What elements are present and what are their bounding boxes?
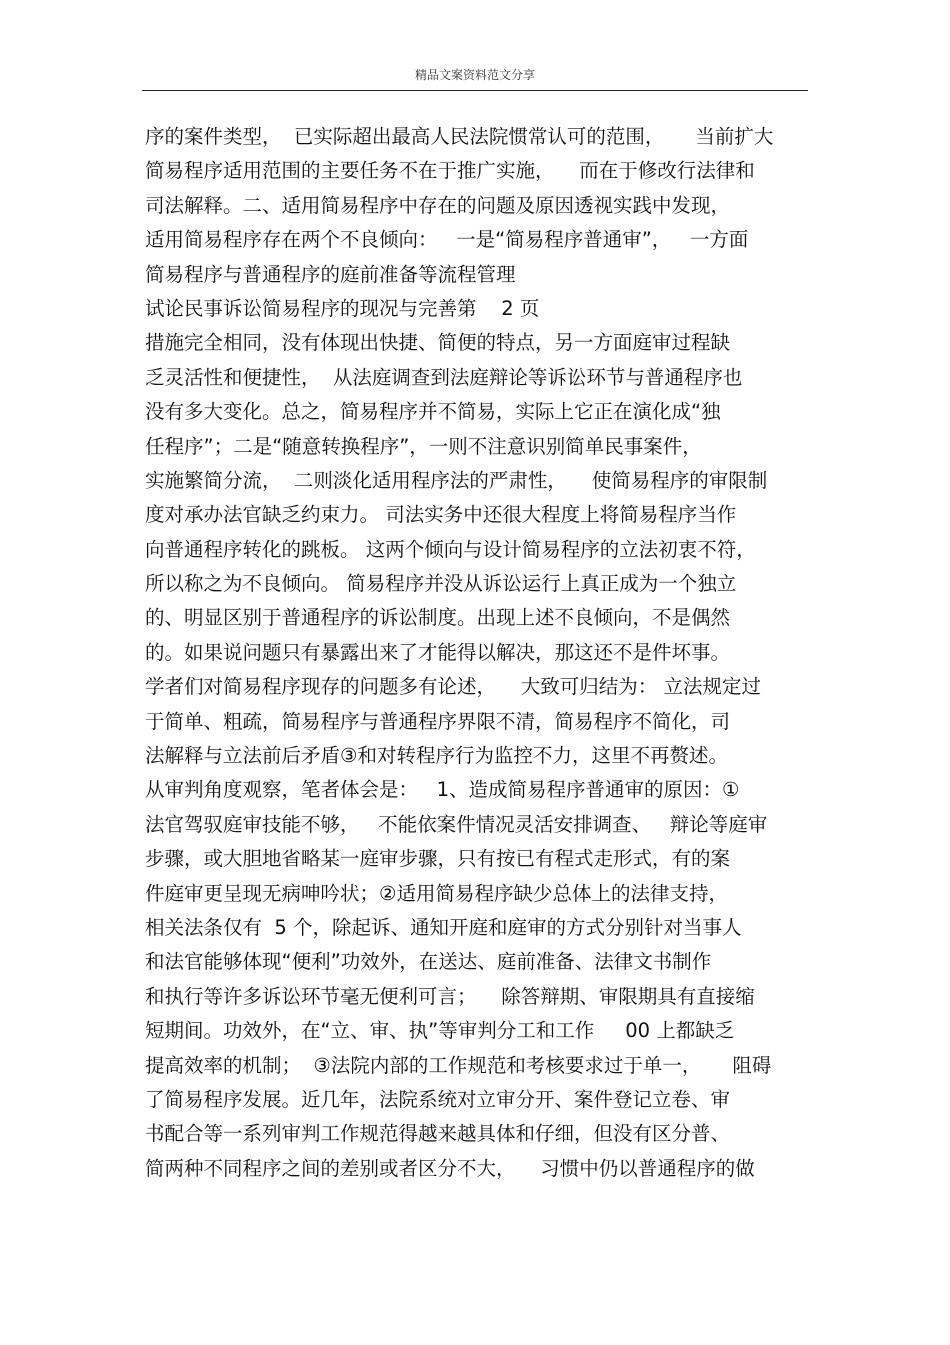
text-line: 向普通程序转化的跳板。 这两个倾向与设计简易程序的立法初衷不符， — [145, 537, 756, 561]
text-line: 没有多大变化。总之，简易程序并不简易，实际上它正在演化成“独 — [145, 400, 721, 424]
text-line: 和法官能够体现“便利”功效外，在送达、庭前准备、法律文书制作 — [145, 950, 712, 974]
text-line: 书配合等一系列审判工作规范得越来越具体和仔细，但没有区分普、 — [145, 1122, 731, 1146]
text-line: 件庭审更呈现无病呻吟状；②适用简易程序缺少总体上的法律支持， — [145, 881, 728, 905]
text-line: 步骤，或大胆地省略某一庭审步骤，只有按已有程式走形式，有的案 — [145, 847, 731, 871]
text-line: 的。如果说问题只有暴露出来了才能得以解决，那这还不是件坏事。 — [145, 640, 731, 664]
page-header-title: 精品文案资料范文分享 — [414, 68, 535, 82]
text-line: 简两种不同程序之间的差别或者区分不大， 习惯中仍以普通程序的做 — [145, 1156, 755, 1180]
text-line: 适用简易程序存在两个不良倾向： 一是“简易程序普通审”， 一方面 — [145, 228, 749, 252]
header-divider — [142, 90, 808, 91]
page-footer-title: 试论民事诉讼简易程序的现况与完善第 2 页 — [145, 296, 540, 320]
text-line: 法解释与立法前后矛盾③和对转程序行为监控不力，这里不再赘述。 — [145, 744, 728, 768]
text-line: 于简单、粗疏，简易程序与普通程序界限不清，简易程序不简化，司 — [145, 709, 731, 733]
text-line: 序的案件类型， 已实际超出最高人民法院惯常认可的范围， 当前扩大 — [145, 125, 774, 148]
text-line: 措施完全相同，没有体现出快捷、简便的特点，另一方面庭审过程缺 — [145, 331, 731, 355]
text-line: 实施繁简分流， 二则淡化适用程序法的严肃性， 使简易程序的审限制 — [145, 468, 768, 492]
text-line: 学者们对简易程序现存的问题多有论述， 大致可归结为： 立法规定过 — [145, 675, 761, 699]
text-line: 提高效率的机制； ③法院内部的工作规范和考核要求过于单一， 阻碍 — [145, 1053, 772, 1077]
text-line: 简易程序与普通程序的庭前准备等流程管理 — [145, 262, 516, 286]
text-line: 任程序”；二是“随意转换程序”，一则不注意识别简单民事案件， — [145, 434, 702, 458]
text-line: 简易程序适用范围的主要任务不在于推广实施， 而在于修改行法律和 — [145, 159, 755, 183]
text-line: 法官驾驭庭审技能不够， 不能依案件情况灵活安排调查、 辩论等庭审 — [145, 812, 768, 836]
text-line: 了简易程序发展。近几年，法院系统对立审分开、案件登记立卷、审 — [145, 1087, 731, 1111]
text-line: 的、明显区别于普通程序的诉讼制度。出现上述不良倾向，不是偶然 — [145, 606, 731, 630]
text-line: 所以称之为不良倾向。 简易程序并没从诉讼运行上真正成为一个独立 — [145, 572, 737, 596]
text-line: 相关法条仅有 5 个，除起诉、通知开庭和庭审的方式分别针对当事人 — [145, 915, 742, 939]
text-line: 乏灵活性和便捷性， 从法庭调查到法庭辩论等诉讼环节与普通程序也 — [145, 365, 743, 389]
text-line: 度对承办法官缺乏约束力。 司法实务中还很大程度上将简易程序当作 — [145, 503, 737, 527]
text-line: 和执行等许多诉讼环节毫无便利可言； 除答辩期、审限期具有直接缩 — [145, 984, 755, 1008]
document-body — [145, 120, 815, 1186]
text-line: 司法解释。二、适用简易程序中存在的问题及原因透视实践中发现， — [145, 193, 731, 217]
text-line: 短期间。功效外，在“立、审、执”等审判分工和工作 00 上都缺乏 — [145, 1019, 735, 1043]
text-line: 从审判角度观察，笔者体会是： 1、造成简易程序普通审的原因：① — [145, 778, 740, 802]
